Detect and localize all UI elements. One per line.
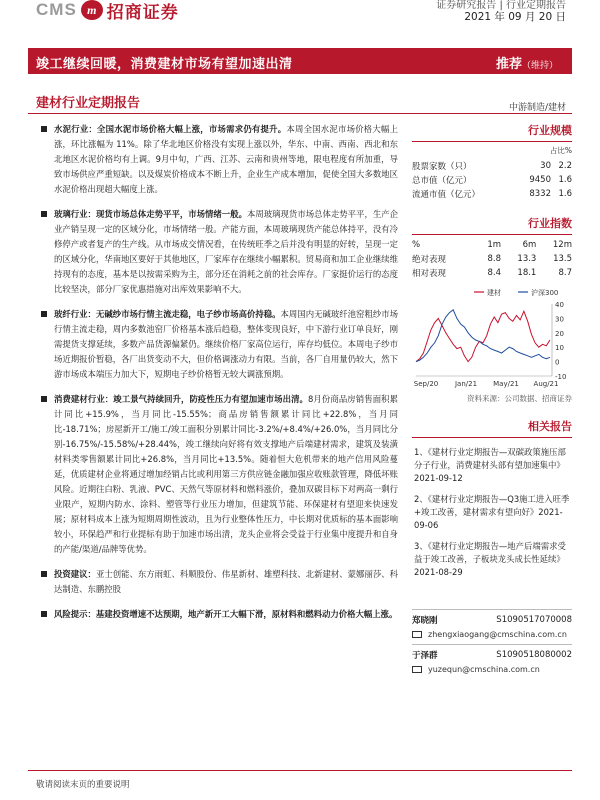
- index-chart-svg: [412, 284, 572, 392]
- scale-value: 8332: [529, 189, 551, 199]
- mail-icon: [412, 631, 422, 638]
- analyst-divider: [412, 644, 572, 645]
- scale-pct: 2.2: [558, 161, 572, 171]
- scale-heading: 行业规模: [412, 118, 572, 142]
- x-tick-label: Jan/21: [454, 380, 478, 388]
- analyst-divider: [412, 609, 572, 610]
- y-tick-label: 20: [555, 329, 564, 338]
- series-line-jiancai: [416, 311, 550, 361]
- analyst-row: [412, 613, 572, 627]
- analyst-row: [412, 648, 572, 662]
- legend-label: 建材: [487, 289, 501, 297]
- sidebar: [412, 118, 572, 579]
- index-value: 13.3: [517, 254, 537, 264]
- index-value: 13.5: [553, 254, 572, 264]
- related-report-link[interactable]: 2、《建材行业定期报告—Q3施工进入旺季+竣工改善，建材需求有望向好》2021-09-06: [414, 494, 570, 530]
- bullet-icon: [41, 211, 47, 217]
- scale-label: 流通市值（亿元）: [412, 190, 481, 200]
- scale-unit: 占比%: [549, 146, 572, 155]
- report-subtitle: 建材行业定期报告: [36, 96, 141, 111]
- paragraph-body: 8月份商品房销售面积累计同比+15.9%，当月同比-15.55%；商品房销售额累计同比+22.8%，当月同比-18.71%；房屋新开工/施工/竣工面积分别累计同比-3.2%/+8.4%/+26.0%，当月同比分别-16.75%/-15.58%/+28.44%，竣工继续向好将有效支撑地产后端建材需求，建筑及装潢材料类零售额累计同比+26.8%，当月同比+13.5%。随着恒大危机带来的地产信用风险蔓延，优质建材企业将通过增加经销占比或利用第三方供应链金融加强应收账款管理，降低坏账风险。近期往白粉、乳液、PVC、天然气等原材料和燃料涨价，叠加双碳目标下对两高一剩行业限产，短期内防水、涂料、塑管等行业压力增加，但建筑节能、环保建材有望迎来快速发展；原材料成本上涨为短期周期性波动，且为行业整体性压力，中长期对优质标的基本面影响较小，环保趋严和行业提标有助于加速市场出清，龙头企业将会受益于行业集中度提升和自身的产能/渠道/品牌等优势。: [54, 394, 399, 554]
- scale-value: 9450: [529, 175, 551, 185]
- scale-pct: 1.6: [558, 175, 572, 185]
- y-tick-label: -10: [555, 373, 567, 381]
- related-report-link[interactable]: 1、《建材行业定期报告—双碳政策施压部分子行业，消费建材头部有望加速集中》2021-09-12: [414, 447, 566, 483]
- index-row: [412, 266, 572, 280]
- index-chart: [412, 284, 572, 392]
- analyst-code: S1090517070008: [496, 615, 572, 625]
- paragraph-lead: 玻纤行业：无碱纱市场行情主流走稳，电子纱市场高价持稳。: [54, 309, 281, 319]
- index-header-row: [412, 238, 572, 252]
- title-bar: [28, 48, 572, 74]
- analysts-block: [412, 606, 572, 676]
- company-logo: [36, 0, 179, 23]
- y-tick-label: 30: [555, 315, 564, 324]
- scale-row: [412, 173, 572, 187]
- reports-heading: 相关报告: [412, 414, 572, 438]
- index-value: 8.4: [487, 268, 502, 278]
- rating-label: 推荐: [495, 57, 522, 72]
- x-tick-label: Sep/20: [413, 380, 439, 388]
- y-tick-label: 0: [555, 358, 560, 367]
- legend-label: 沪深300: [531, 289, 559, 297]
- paragraph-lead: 水泥行业：全国水泥市场价格大幅上涨，市场需求仍有提升。: [54, 124, 287, 134]
- bullet-icon: [41, 611, 47, 617]
- summary-paragraph: [40, 122, 398, 197]
- index-col-header: 6m: [522, 240, 537, 250]
- y-tick-label: 10: [555, 344, 564, 353]
- paragraph-lead: 消费建材行业：竣工景气持续回升，防疫性压力有望加速市场出清。: [54, 394, 309, 404]
- rating-note: （维持）: [521, 61, 558, 71]
- analyst-email-row: [412, 627, 572, 641]
- scale-value: 30: [540, 161, 551, 171]
- analyst-email[interactable]: yuzequn@cmschina.com.cn: [428, 664, 540, 674]
- bullet-icon: [41, 311, 47, 317]
- summary-paragraph: [40, 567, 398, 597]
- scale-pct: 1.6: [558, 189, 572, 199]
- analyst-email[interactable]: zhengxiaogang@cmschina.com.cn: [428, 629, 567, 639]
- industry-tag: 中游制造/建材: [508, 103, 566, 113]
- related-report-link[interactable]: 3、《建材行业定期报告—地产后端需求受益于竣工改善，子板块龙头成长性延续》2021-08-29: [414, 541, 566, 577]
- related-reports: [412, 446, 572, 579]
- index-col-header: 12m: [552, 240, 572, 250]
- x-tick-label: Aug/21: [533, 380, 559, 388]
- subtitle-divider: [28, 113, 572, 114]
- page-header: [0, 0, 600, 48]
- report-date: 2021 年 09 月 20 日: [464, 11, 566, 23]
- index-table: [412, 238, 572, 280]
- footer-note: 敬请阅读末页的重要说明: [36, 780, 130, 790]
- index-col-header: 1m: [487, 240, 502, 250]
- summary-paragraph: [40, 207, 398, 297]
- summary-paragraph: [40, 392, 398, 557]
- paragraph-body: 本周全国水泥市场价格大幅上涨，环比涨幅为 11%。除了华北地区价格没有实现上涨以外，华东、中南、西南、西北和东北地区水泥价格均有上调。9月中旬，广西、江苏、云南和贵州等地，限电程度有所加重，导致市场供应严重短缺。以及煤炭价格成本不断上升，企业生产成本增加，促使全国大多数地区水泥价格出现超大幅度上涨。: [54, 124, 399, 194]
- scale-row: [412, 187, 572, 201]
- summary-paragraph: [40, 307, 398, 382]
- index-label: 绝对表现: [412, 255, 447, 265]
- summary-paragraph: [40, 607, 398, 622]
- bullet-icon: [41, 126, 47, 132]
- bullet-icon: [41, 571, 47, 577]
- doc-type: 证券研究报告 | 行业定期报告: [436, 0, 566, 11]
- scale-row: [412, 159, 572, 173]
- x-tick-label: May/21: [493, 380, 519, 388]
- index-value: 8.7: [558, 268, 572, 278]
- analyst-name: 于泽群: [412, 651, 438, 661]
- index-heading: 行业指数: [412, 211, 572, 235]
- index-col-header: %: [412, 240, 421, 250]
- scale-label: 总市值（亿元）: [412, 176, 472, 186]
- rating-badge: [496, 53, 558, 72]
- paragraph-body: 本周玻璃现货市场总体走势平平，生产企业产销呈现一定的区域分化，市场情绪一般。产能方面，本周玻璃现货产能总体持平，没有冷修停产或者复产的生产线。从市场成交情况看，在传统旺季之后并没有明显的好转，呈现一定的区域分化，华南地区要好于其他地区，厂家库存在继续小幅累积。贸易商和加工企业继续维持现有的态度，基本是以按需采购为主，部分还在消耗之前的社会库存。厂家挺价运行的态度比较坚决，部分厂家优惠措施对出库效果影响不大。: [54, 209, 398, 294]
- paragraph-lead: 玻璃行业：现货市场总体走势平平，市场情绪一般。: [54, 209, 247, 219]
- index-row: [412, 252, 572, 266]
- bullet-icon: [41, 396, 47, 402]
- analyst-name: 郑晓刚: [412, 616, 438, 626]
- series-line-hs300: [416, 310, 550, 362]
- index-value: 8.8: [487, 254, 502, 264]
- report-title: 竣工继续回暖，消费建材市场有望加速出清: [36, 57, 293, 72]
- paragraph-lead: 风险提示：基建投资增速不达预期，地产新开工大幅下滑，原材料和燃料动力价格大幅上涨。: [54, 609, 398, 619]
- index-value: 18.1: [517, 268, 537, 278]
- logo-badge-icon: m: [81, 0, 103, 20]
- paragraph-body: 本周国内无碱玻纤池窑粗纱市场行情主流走稳，周内多数池窑厂价格基本涨后趋稳，整体变现良好，中下游行业订单良好，刚需提货支撑延续，多数产品货源偏紧仍。继续价格厂家高位运行，库存均低位。本周电子纱市场近期报价暂稳，各厂出货变动不大，但价格调涨动力有限。当前，各厂自用量仍较大，然下游市场成本端压力加大下，短期电子纱价格暂无较大调涨预期。: [54, 309, 398, 379]
- y-tick-label: 40: [555, 301, 564, 309]
- index-label: 相对表现: [412, 269, 447, 279]
- paragraph-body: 亚士创能、东方雨虹、科顺股份、伟星新材、雄塑科技、北新建材、蒙娜丽莎、科达制造、东鹏控股: [54, 569, 398, 594]
- logo-cms-text: CMS: [36, 0, 77, 19]
- analyst-email-row: [412, 662, 572, 676]
- footer-divider: [28, 770, 572, 771]
- logo-cn-text: 招商证券: [106, 2, 179, 23]
- chart-source: 资料来源：公司数据、招商证券: [467, 394, 572, 403]
- paragraph-lead: 投资建议：: [54, 569, 96, 579]
- main-content: [40, 122, 398, 632]
- analyst-code: S1090518080002: [496, 650, 572, 660]
- scale-table: [412, 159, 572, 201]
- mail-icon: [412, 666, 422, 673]
- scale-label: 股票家数（只）: [412, 162, 472, 172]
